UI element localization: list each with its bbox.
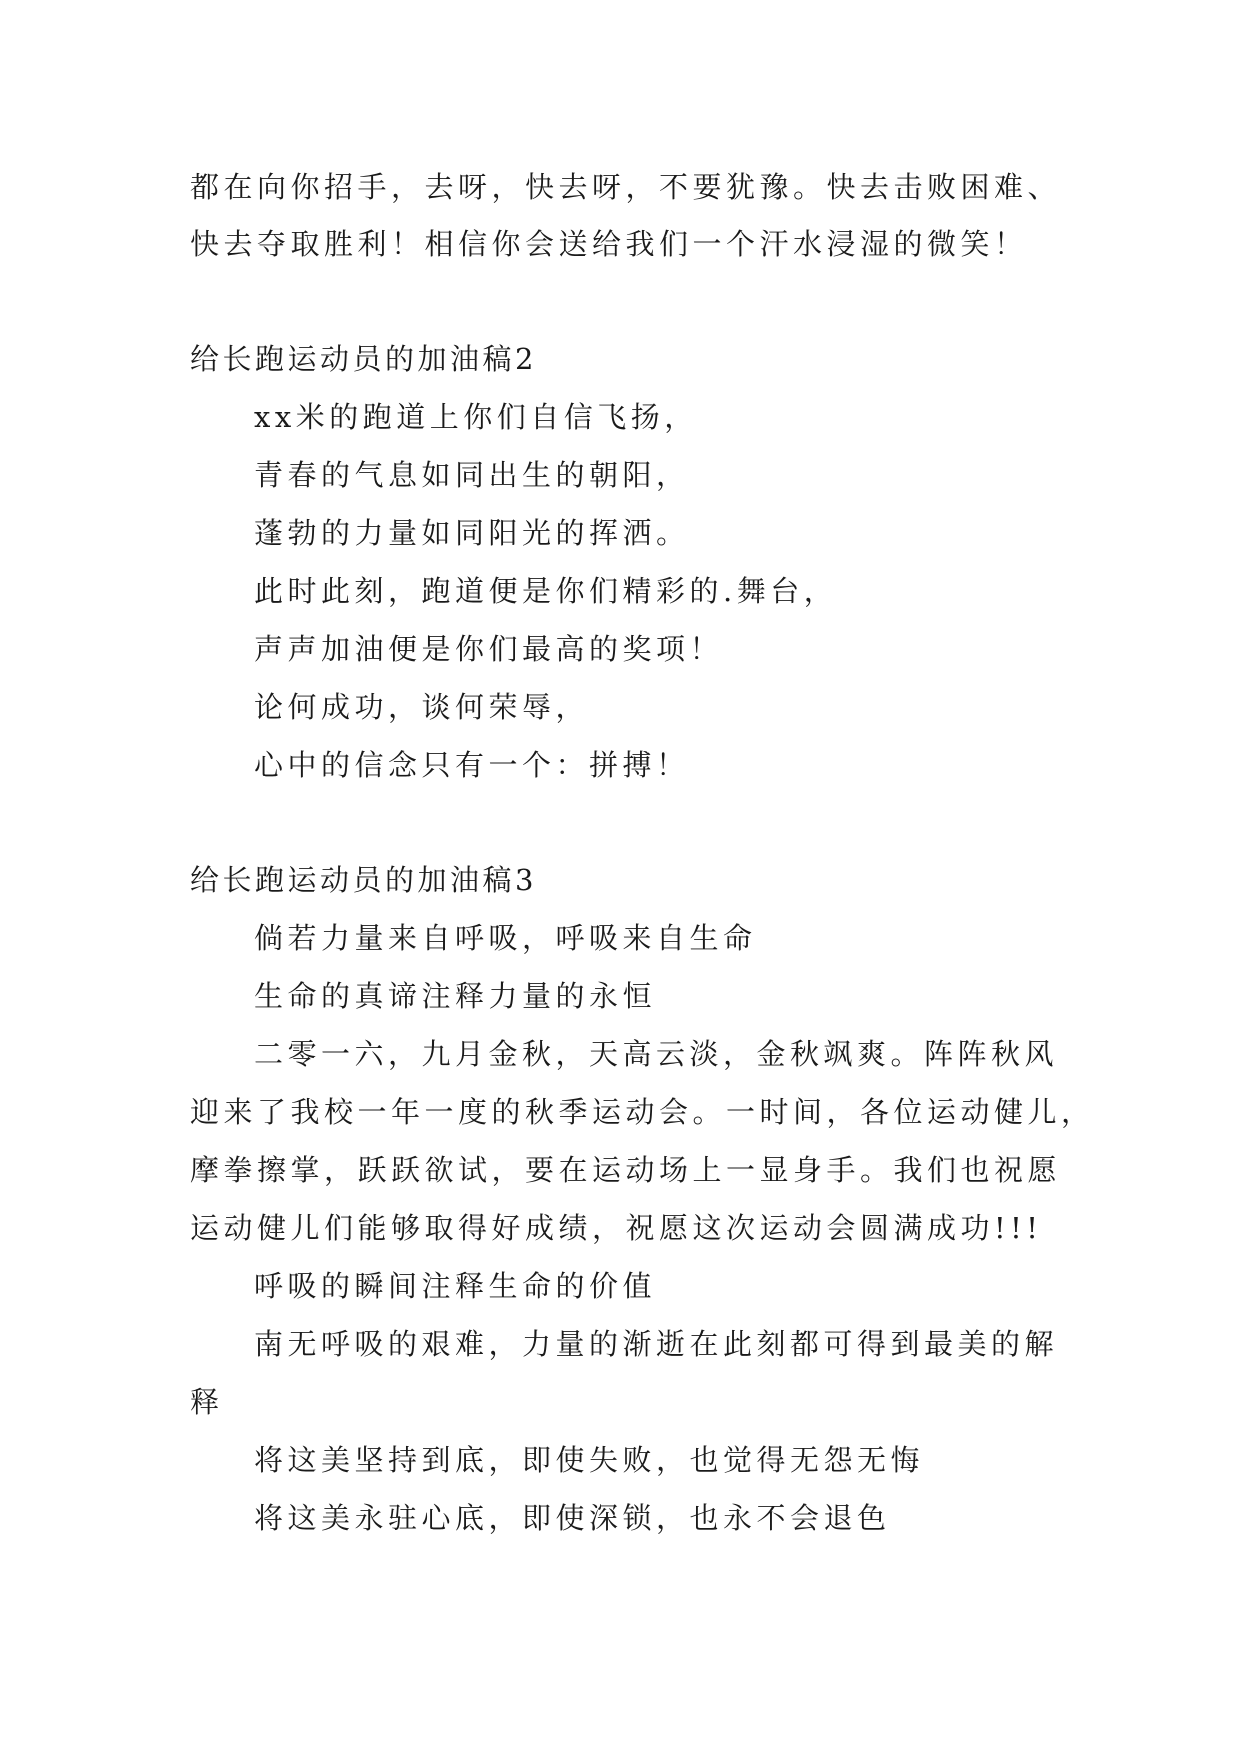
- paragraph-line: 迎来了我校一年一度的秋季运动会。一时间，各位运动健儿，: [190, 1095, 1095, 1129]
- paragraph-line: 快去夺取胜利！相信你会送给我们一个汗水浸湿的微笑！: [190, 227, 1028, 261]
- paragraph-line: 运动健儿们能够取得好成绩，祝愿这次运动会圆满成功!!!: [190, 1211, 1043, 1245]
- poem-line: 生命的真谛注释力量的永恒: [254, 979, 657, 1013]
- poem-line: 倘若力量来自呼吸，呼吸来自生命: [254, 921, 757, 955]
- poem-line: 心中的信念只有一个：拼搏！: [254, 748, 690, 782]
- poem-line: 将这美坚持到底，即使失败，也觉得无怨无悔: [254, 1443, 925, 1477]
- poem-line: 呼吸的瞬间注释生命的价值: [254, 1269, 657, 1303]
- poem-line: 论何成功，谈何荣辱，: [254, 690, 590, 724]
- poem-line: 青春的气息如同出生的朝阳，: [254, 458, 690, 492]
- paragraph-line: 都在向你招手，去呀，快去呀，不要犹豫。快去击败困难、: [190, 170, 1062, 204]
- paragraph-line: 二零一六，九月金秋，天高云淡，金秋飒爽。阵阵秋风: [254, 1037, 1059, 1071]
- section-heading: 给长跑运动员的加油稿2: [190, 342, 537, 376]
- poem-line: xx米的跑道上你们自信飞扬，: [254, 400, 698, 434]
- poem-line: 蓬勃的力量如同阳光的挥洒。: [254, 516, 690, 550]
- poem-line: 声声加油便是你们最高的奖项！: [254, 632, 724, 666]
- paragraph-line: 摩拳擦掌，跃跃欲试，要在运动场上一显身手。我们也祝愿: [190, 1153, 1062, 1187]
- poem-line: 此时此刻，跑道便是你们精彩的.舞台，: [254, 574, 838, 608]
- section-heading: 给长跑运动员的加油稿3: [190, 863, 537, 897]
- paragraph-line: 南无呼吸的艰难，力量的渐逝在此刻都可得到最美的解: [254, 1327, 1059, 1361]
- paragraph-line: 释: [190, 1385, 224, 1419]
- poem-line: 将这美永驻心底，即使深锁，也永不会退色: [254, 1501, 891, 1535]
